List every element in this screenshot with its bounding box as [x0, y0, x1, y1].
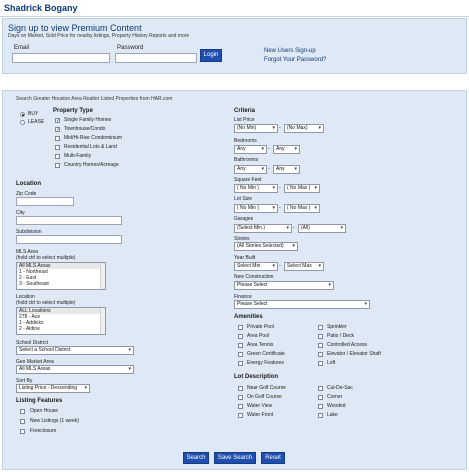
- new-user-signup-link[interactable]: New Users Sign-up: [264, 48, 316, 54]
- lot-description-label: Near Golf Course: [247, 385, 286, 391]
- location-label: Location: [16, 294, 35, 300]
- login-button[interactable]: Login: [200, 49, 222, 62]
- bedrooms-max-select[interactable]: Any ▾: [273, 145, 300, 154]
- year-built-min-select[interactable]: Select Min ▾: [234, 262, 278, 271]
- geo-market-label: Geo Market Area: [16, 359, 54, 365]
- water-front-checkbox[interactable]: [238, 413, 243, 418]
- year-built-max-select[interactable]: Select Max ▾: [284, 262, 324, 271]
- water-view-checkbox[interactable]: [238, 404, 243, 409]
- townhouse-checkbox[interactable]: ✓: [56, 127, 61, 133]
- list-price-min-select[interactable]: (No Min) ▾: [234, 124, 278, 133]
- amenity-label: Sprinkler: [327, 324, 347, 330]
- agent-name: Shadrick Bogany: [4, 3, 78, 13]
- lake-checkbox[interactable]: [318, 413, 323, 418]
- multi-family-checkbox[interactable]: [55, 154, 60, 159]
- wooded-checkbox[interactable]: [318, 404, 323, 409]
- amenity-label: Green Certificate: [247, 351, 285, 357]
- energy-features-checkbox[interactable]: [238, 361, 243, 366]
- near-golf-checkbox[interactable]: [238, 386, 243, 391]
- amenity-label: Patio / Deck: [327, 333, 354, 339]
- geo-market-select[interactable]: All MLS Areas ▾: [16, 365, 134, 374]
- list-item[interactable]: 3 - Southeast: [19, 281, 49, 287]
- square-feet-label: Square Feet: [234, 177, 262, 183]
- list-price-label: List Price: [234, 117, 255, 123]
- lot-description-label: Wooded: [327, 403, 346, 409]
- lot-size-max-select[interactable]: ( No Max ) ▾: [284, 204, 320, 213]
- range-dash: -: [268, 166, 270, 172]
- range-dash: -: [279, 205, 281, 211]
- amenity-label: Area Pool: [247, 333, 269, 339]
- buy-radio[interactable]: [20, 112, 25, 117]
- lease-radio[interactable]: [20, 120, 25, 125]
- sort-by-label: Sort By: [16, 378, 33, 384]
- list-item[interactable]: 1 - Addicks: [19, 320, 44, 326]
- list-item[interactable]: 2 - East: [19, 275, 37, 281]
- finance-label: Finance: [234, 294, 252, 300]
- lease-label: LEASE: [28, 119, 45, 125]
- lot-description-label: Corner: [327, 394, 343, 400]
- lots-land-checkbox[interactable]: [55, 145, 60, 150]
- location-listbox[interactable]: [16, 307, 106, 335]
- subdivision-input[interactable]: [16, 235, 122, 244]
- criteria-heading: Criteria: [234, 108, 256, 114]
- search-button[interactable]: Search: [183, 452, 209, 464]
- lot-description-label: On Golf Course: [247, 394, 282, 400]
- single-family-checkbox[interactable]: ✓: [56, 118, 61, 124]
- listing-feature-label: New Listings (1 week): [30, 418, 79, 424]
- mls-area-listbox[interactable]: [16, 262, 106, 290]
- sprinkler-checkbox[interactable]: [318, 325, 323, 330]
- reset-button[interactable]: Reset: [261, 452, 285, 464]
- city-label: City: [16, 210, 25, 216]
- area-tennis-checkbox[interactable]: [238, 343, 243, 348]
- buy-label: BUY: [28, 111, 39, 117]
- password-label: Password: [117, 45, 144, 51]
- list-price-max-select[interactable]: (No Max) ▾: [284, 124, 324, 133]
- bedrooms-min-select[interactable]: Any ▾: [234, 145, 267, 154]
- property-type-option: Mid/Hi-Rise Condominium: [64, 135, 123, 141]
- range-dash: -: [279, 185, 281, 191]
- stories-select[interactable]: (All Stories Selected) ▾: [234, 242, 298, 251]
- garages-label: Garages: [234, 216, 254, 222]
- school-district-label: School District: [16, 340, 48, 346]
- header-divider: [0, 16, 469, 17]
- sqft-min-select[interactable]: ( No Min ) ▾: [234, 184, 278, 193]
- search-intro: Search Greater Houston Area Realtor Listed Properties from HAR.com: [16, 96, 173, 102]
- list-item[interactable]: ALL Locations: [17, 308, 105, 314]
- lot-description-label: Water View: [247, 403, 273, 409]
- list-item[interactable]: 2 - Aldine: [19, 326, 40, 332]
- scrollbar[interactable]: [100, 263, 105, 289]
- list-item[interactable]: 1 - Northeast: [19, 269, 48, 275]
- cul-de-sac-checkbox[interactable]: [318, 386, 323, 391]
- amenities-heading: Amenities: [234, 314, 263, 320]
- location-heading: Location: [16, 181, 41, 187]
- amenity-label: Elevator / Elevator Shaft: [327, 351, 381, 357]
- listing-feature-label: Foreclosure: [30, 428, 57, 434]
- sqft-max-select[interactable]: ( No Max ) ▾: [284, 184, 320, 193]
- range-dash: -: [279, 125, 281, 131]
- forgot-password-link[interactable]: Forgot Your Password?: [264, 57, 327, 63]
- property-type-option: Townhouse/Condo: [64, 126, 106, 132]
- range-dash: -: [279, 263, 281, 269]
- stories-label: Stories: [234, 236, 250, 242]
- country-homes-checkbox[interactable]: [55, 163, 60, 168]
- green-certificate-checkbox[interactable]: [238, 352, 243, 357]
- foreclosure-checkbox[interactable]: [20, 429, 25, 434]
- amenity-label: Area Tennis: [247, 342, 274, 348]
- list-item[interactable]: 278 - Ace: [19, 314, 41, 320]
- bathrooms-min-select[interactable]: Any ▾: [234, 165, 267, 174]
- lot-description-label: Cul-De-Sac: [327, 385, 353, 391]
- property-type-option: Residential Lots & Land: [64, 144, 117, 150]
- email-label: Email: [14, 45, 30, 51]
- zip-label: Zip Code: [16, 191, 37, 197]
- loft-checkbox[interactable]: [318, 361, 323, 366]
- location-hint: (hold ctrl to select multiple): [16, 300, 76, 306]
- new-construction-select[interactable]: Please Select ▾: [234, 281, 334, 290]
- new-construction-label: New Construction: [234, 274, 274, 280]
- bathrooms-label: Bathrooms: [234, 157, 259, 163]
- bedrooms-label: Bedrooms: [234, 138, 257, 144]
- year-built-label: Year Built: [234, 255, 256, 261]
- mls-area-label: MLS Area: [16, 249, 38, 255]
- on-golf-checkbox[interactable]: [238, 395, 243, 400]
- lot-size-min-select[interactable]: ( No Min ) ▾: [234, 204, 278, 213]
- amenity-label: Controlled Access: [327, 342, 368, 348]
- lot-size-label: Lot Size: [234, 196, 253, 202]
- property-type-heading: Property Type: [53, 108, 93, 114]
- range-dash: -: [268, 146, 270, 152]
- controlled-access-checkbox[interactable]: [318, 343, 323, 348]
- elevator-checkbox[interactable]: [318, 352, 323, 357]
- amenity-label: Loft: [327, 360, 336, 366]
- corner-checkbox[interactable]: [318, 395, 323, 400]
- lot-description-label: Water Front: [247, 412, 274, 418]
- scrollbar[interactable]: [100, 308, 105, 334]
- property-type-option: Country Homes/Acreage: [64, 162, 119, 168]
- area-pool-checkbox[interactable]: [238, 334, 243, 339]
- listing-features-heading: Listing Features: [16, 398, 63, 404]
- list-item[interactable]: All MLS Areas: [17, 263, 105, 269]
- property-type-option: Single Family Homes: [64, 117, 112, 123]
- range-dash: -: [293, 225, 295, 231]
- listing-feature-label: Open House: [30, 408, 59, 414]
- lot-description-heading: Lot Description: [234, 374, 279, 380]
- password-field[interactable]: [115, 53, 197, 63]
- email-field[interactable]: [12, 53, 110, 63]
- new-listings-checkbox[interactable]: [20, 419, 25, 424]
- school-district-select[interactable]: Select a School District ▾: [16, 346, 134, 355]
- garages-max-select[interactable]: (All) ▾: [298, 224, 346, 233]
- save-search-button[interactable]: Save Search: [214, 452, 256, 464]
- garages-min-select[interactable]: (Select Min.) ▾: [234, 224, 292, 233]
- open-house-checkbox[interactable]: [20, 409, 25, 414]
- amenity-label: Private Pool: [247, 324, 274, 330]
- signup-subtitle: Days on Market, Sold Price for nearby listings, Property History Reports and more: [8, 33, 190, 39]
- patio-deck-checkbox[interactable]: [318, 334, 323, 339]
- city-input[interactable]: [16, 216, 122, 225]
- private-pool-checkbox[interactable]: [238, 325, 243, 330]
- midrise-checkbox[interactable]: [55, 136, 60, 141]
- lot-description-label: Lake: [327, 412, 338, 418]
- signup-title: Sign up to view Premium Content: [8, 23, 142, 33]
- bathrooms-max-select[interactable]: Any ▾: [273, 165, 300, 174]
- amenity-label: Energy Features: [247, 360, 284, 366]
- mls-area-hint: (hold ctrl to select multiple): [16, 255, 76, 261]
- sort-by-select[interactable]: Listing Price - Descending ▾: [16, 384, 90, 393]
- finance-select[interactable]: Please Select ▾: [234, 300, 370, 309]
- zip-input[interactable]: [16, 197, 74, 206]
- subdivision-label: Subdivision: [16, 229, 42, 235]
- property-type-option: Multi-Family: [64, 153, 91, 159]
